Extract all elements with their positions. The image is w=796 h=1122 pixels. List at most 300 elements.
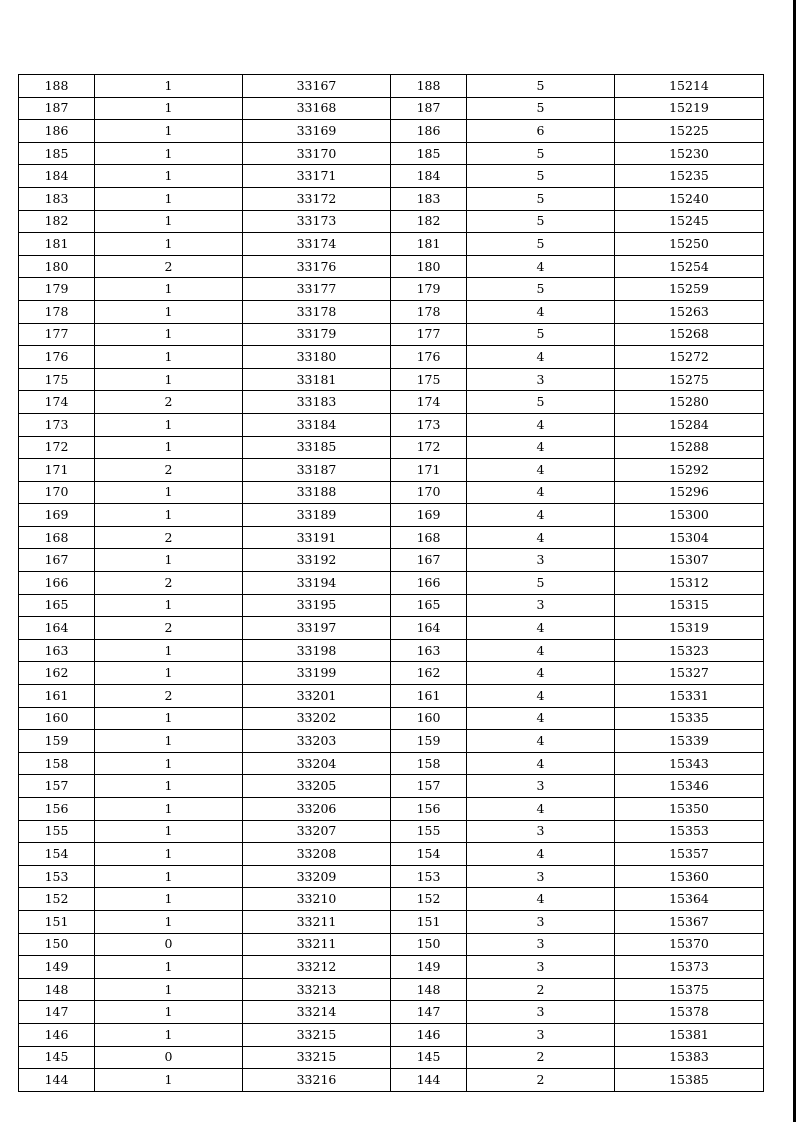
- cell-score-left: 168: [19, 526, 95, 549]
- table-row: [19, 120, 764, 143]
- cell-cumulative-left: 33201: [243, 685, 391, 708]
- cell-count-right: 4: [467, 459, 615, 482]
- cell-score-right: 177: [391, 323, 467, 346]
- cell-count-right: 2: [467, 978, 615, 1001]
- cell-cumulative-right: 15296: [615, 481, 764, 504]
- cell-count-right: 5: [467, 391, 615, 414]
- table-row: [19, 210, 764, 233]
- table-row: [19, 300, 764, 323]
- cell-count-left: 1: [95, 662, 243, 685]
- cell-count-left: 1: [95, 775, 243, 798]
- cell-count-right: 5: [467, 75, 615, 98]
- cell-count-left: 1: [95, 1001, 243, 1024]
- cell-count-left: 1: [95, 820, 243, 843]
- table-row: [19, 617, 764, 640]
- cell-count-left: 1: [95, 910, 243, 933]
- cell-count-right: 4: [467, 752, 615, 775]
- cell-score-left: 188: [19, 75, 95, 98]
- table-row: [19, 459, 764, 482]
- cell-score-left: 161: [19, 685, 95, 708]
- cell-cumulative-right: 15357: [615, 843, 764, 866]
- cell-score-right: 167: [391, 549, 467, 572]
- cell-score-right: 160: [391, 707, 467, 730]
- cell-score-right: 186: [391, 120, 467, 143]
- cell-count-left: 1: [95, 75, 243, 98]
- cell-count-left: 2: [95, 685, 243, 708]
- cell-cumulative-right: 15304: [615, 526, 764, 549]
- cell-score-right: 164: [391, 617, 467, 640]
- cell-count-left: 1: [95, 346, 243, 369]
- cell-count-right: 5: [467, 323, 615, 346]
- cell-score-left: 146: [19, 1023, 95, 1046]
- cell-cumulative-left: 33213: [243, 978, 391, 1001]
- cell-count-left: 1: [95, 865, 243, 888]
- cell-count-left: 2: [95, 572, 243, 595]
- cell-cumulative-right: 15370: [615, 933, 764, 956]
- cell-count-right: 3: [467, 775, 615, 798]
- cell-cumulative-left: 33203: [243, 730, 391, 753]
- table-body: [19, 75, 764, 1092]
- cell-count-right: 4: [467, 798, 615, 821]
- cell-cumulative-right: 15385: [615, 1069, 764, 1092]
- cell-cumulative-left: 33202: [243, 707, 391, 730]
- cell-score-right: 165: [391, 594, 467, 617]
- cell-cumulative-left: 33189: [243, 504, 391, 527]
- cell-count-left: 1: [95, 888, 243, 911]
- cell-count-left: 1: [95, 436, 243, 459]
- cell-count-left: 1: [95, 97, 243, 120]
- table-row: [19, 1069, 764, 1092]
- table-row: [19, 255, 764, 278]
- cell-count-right: 3: [467, 1001, 615, 1024]
- cell-count-left: 1: [95, 278, 243, 301]
- table-row: [19, 526, 764, 549]
- cell-score-right: 159: [391, 730, 467, 753]
- cell-cumulative-left: 33180: [243, 346, 391, 369]
- cell-score-right: 157: [391, 775, 467, 798]
- cell-score-left: 172: [19, 436, 95, 459]
- cell-count-right: 2: [467, 1069, 615, 1092]
- table-row: [19, 730, 764, 753]
- cell-count-right: 3: [467, 549, 615, 572]
- cell-cumulative-right: 15259: [615, 278, 764, 301]
- cell-cumulative-right: 15275: [615, 368, 764, 391]
- cell-cumulative-left: 33188: [243, 481, 391, 504]
- table-row: [19, 662, 764, 685]
- cell-score-right: 173: [391, 413, 467, 436]
- table-row: [19, 978, 764, 1001]
- table-row: [19, 707, 764, 730]
- table-row: [19, 752, 764, 775]
- cell-cumulative-right: 15268: [615, 323, 764, 346]
- cell-score-right: 168: [391, 526, 467, 549]
- table-row: [19, 639, 764, 662]
- cell-count-left: 1: [95, 978, 243, 1001]
- cell-count-right: 4: [467, 436, 615, 459]
- cell-score-right: 182: [391, 210, 467, 233]
- cell-score-right: 180: [391, 255, 467, 278]
- table-row: [19, 391, 764, 414]
- cell-count-right: 4: [467, 300, 615, 323]
- cell-cumulative-left: 33212: [243, 956, 391, 979]
- cell-cumulative-right: 15280: [615, 391, 764, 414]
- cell-score-left: 165: [19, 594, 95, 617]
- cell-cumulative-left: 33199: [243, 662, 391, 685]
- cell-count-right: 3: [467, 594, 615, 617]
- cell-cumulative-right: 15230: [615, 142, 764, 165]
- cell-score-left: 145: [19, 1046, 95, 1069]
- cell-count-left: 1: [95, 323, 243, 346]
- cell-score-right: 187: [391, 97, 467, 120]
- cell-count-right: 5: [467, 187, 615, 210]
- cell-count-left: 2: [95, 459, 243, 482]
- table-row: [19, 75, 764, 98]
- cell-cumulative-left: 33192: [243, 549, 391, 572]
- cell-cumulative-left: 33168: [243, 97, 391, 120]
- table-row: [19, 549, 764, 572]
- cell-score-left: 183: [19, 187, 95, 210]
- cell-cumulative-left: 33181: [243, 368, 391, 391]
- cell-score-right: 146: [391, 1023, 467, 1046]
- cell-count-right: 4: [467, 707, 615, 730]
- cell-count-right: 4: [467, 255, 615, 278]
- cell-cumulative-left: 33215: [243, 1046, 391, 1069]
- cell-score-right: 170: [391, 481, 467, 504]
- cell-score-right: 151: [391, 910, 467, 933]
- cell-count-left: 0: [95, 933, 243, 956]
- cell-count-right: 4: [467, 504, 615, 527]
- cell-count-right: 3: [467, 910, 615, 933]
- cell-cumulative-left: 33195: [243, 594, 391, 617]
- cell-score-right: 162: [391, 662, 467, 685]
- cell-cumulative-left: 33197: [243, 617, 391, 640]
- cell-score-right: 181: [391, 233, 467, 256]
- cell-cumulative-right: 15307: [615, 549, 764, 572]
- cell-score-left: 181: [19, 233, 95, 256]
- cell-count-right: 4: [467, 843, 615, 866]
- cell-cumulative-right: 15383: [615, 1046, 764, 1069]
- cell-cumulative-right: 15373: [615, 956, 764, 979]
- cell-cumulative-right: 15343: [615, 752, 764, 775]
- cell-cumulative-left: 33176: [243, 255, 391, 278]
- cell-score-left: 180: [19, 255, 95, 278]
- cell-cumulative-left: 33198: [243, 639, 391, 662]
- table-row: [19, 97, 764, 120]
- cell-count-right: 4: [467, 730, 615, 753]
- cell-cumulative-left: 33211: [243, 910, 391, 933]
- cell-count-right: 3: [467, 368, 615, 391]
- table-row: [19, 233, 764, 256]
- cell-cumulative-left: 33206: [243, 798, 391, 821]
- cell-cumulative-right: 15323: [615, 639, 764, 662]
- cell-cumulative-right: 15219: [615, 97, 764, 120]
- cell-score-left: 163: [19, 639, 95, 662]
- cell-count-left: 1: [95, 1069, 243, 1092]
- cell-cumulative-right: 15240: [615, 187, 764, 210]
- cell-score-left: 185: [19, 142, 95, 165]
- cell-score-right: 166: [391, 572, 467, 595]
- cell-score-right: 176: [391, 346, 467, 369]
- cell-count-left: 1: [95, 707, 243, 730]
- cell-count-right: 4: [467, 617, 615, 640]
- cell-count-right: 4: [467, 888, 615, 911]
- cell-cumulative-right: 15300: [615, 504, 764, 527]
- cell-cumulative-right: 15339: [615, 730, 764, 753]
- cell-cumulative-left: 33204: [243, 752, 391, 775]
- cell-score-right: 145: [391, 1046, 467, 1069]
- table-row: [19, 933, 764, 956]
- table-row: [19, 775, 764, 798]
- cell-score-right: 172: [391, 436, 467, 459]
- cell-count-right: 5: [467, 97, 615, 120]
- cell-count-right: 3: [467, 956, 615, 979]
- cell-cumulative-right: 15272: [615, 346, 764, 369]
- cell-count-left: 1: [95, 730, 243, 753]
- cell-cumulative-left: 33210: [243, 888, 391, 911]
- cell-cumulative-left: 33172: [243, 187, 391, 210]
- cell-cumulative-left: 33207: [243, 820, 391, 843]
- cell-count-left: 1: [95, 798, 243, 821]
- cell-cumulative-right: 15235: [615, 165, 764, 188]
- cell-score-right: 153: [391, 865, 467, 888]
- cell-score-right: 152: [391, 888, 467, 911]
- cell-score-right: 178: [391, 300, 467, 323]
- cell-cumulative-left: 33205: [243, 775, 391, 798]
- cell-count-right: 4: [467, 526, 615, 549]
- cell-score-left: 162: [19, 662, 95, 685]
- cell-count-right: 2: [467, 1046, 615, 1069]
- cell-count-left: 1: [95, 504, 243, 527]
- cell-score-right: 188: [391, 75, 467, 98]
- cell-score-left: 171: [19, 459, 95, 482]
- cell-cumulative-left: 33183: [243, 391, 391, 414]
- cell-score-left: 151: [19, 910, 95, 933]
- cell-score-left: 177: [19, 323, 95, 346]
- cell-score-right: 184: [391, 165, 467, 188]
- cell-count-right: 5: [467, 210, 615, 233]
- cell-score-right: 149: [391, 956, 467, 979]
- table-row: [19, 323, 764, 346]
- cell-score-right: 148: [391, 978, 467, 1001]
- cell-cumulative-left: 33211: [243, 933, 391, 956]
- cell-score-right: 179: [391, 278, 467, 301]
- table-row: [19, 865, 764, 888]
- cell-score-right: 150: [391, 933, 467, 956]
- table-row: [19, 346, 764, 369]
- cell-cumulative-left: 33170: [243, 142, 391, 165]
- cell-score-left: 179: [19, 278, 95, 301]
- cell-score-left: 186: [19, 120, 95, 143]
- cell-score-right: 185: [391, 142, 467, 165]
- cell-score-left: 154: [19, 843, 95, 866]
- cell-count-left: 2: [95, 617, 243, 640]
- cell-cumulative-right: 15214: [615, 75, 764, 98]
- cell-count-left: 1: [95, 233, 243, 256]
- cell-score-left: 147: [19, 1001, 95, 1024]
- cell-count-left: 0: [95, 1046, 243, 1069]
- table-row: [19, 843, 764, 866]
- cell-count-right: 3: [467, 933, 615, 956]
- cell-score-right: 169: [391, 504, 467, 527]
- cell-count-right: 3: [467, 865, 615, 888]
- cell-count-left: 1: [95, 187, 243, 210]
- cell-count-left: 1: [95, 481, 243, 504]
- cell-cumulative-right: 15319: [615, 617, 764, 640]
- cell-score-right: 161: [391, 685, 467, 708]
- cell-count-right: 5: [467, 165, 615, 188]
- cell-cumulative-left: 33216: [243, 1069, 391, 1092]
- cell-score-left: 182: [19, 210, 95, 233]
- cell-score-right: 174: [391, 391, 467, 414]
- cell-count-right: 5: [467, 572, 615, 595]
- table-row: [19, 572, 764, 595]
- cell-score-left: 174: [19, 391, 95, 414]
- table-row: [19, 1023, 764, 1046]
- cell-score-left: 166: [19, 572, 95, 595]
- cell-count-left: 1: [95, 120, 243, 143]
- cell-cumulative-right: 15284: [615, 413, 764, 436]
- cell-cumulative-right: 15288: [615, 436, 764, 459]
- cell-cumulative-left: 33208: [243, 843, 391, 866]
- cell-count-right: 4: [467, 662, 615, 685]
- table-row: [19, 910, 764, 933]
- table-row: [19, 685, 764, 708]
- cell-count-right: 4: [467, 346, 615, 369]
- cell-cumulative-right: 15378: [615, 1001, 764, 1024]
- cell-score-right: 171: [391, 459, 467, 482]
- cell-cumulative-right: 15254: [615, 255, 764, 278]
- cell-cumulative-right: 15327: [615, 662, 764, 685]
- cell-cumulative-left: 33167: [243, 75, 391, 98]
- cell-score-left: 159: [19, 730, 95, 753]
- cell-count-left: 2: [95, 255, 243, 278]
- cell-cumulative-left: 33209: [243, 865, 391, 888]
- cell-count-left: 1: [95, 210, 243, 233]
- cell-score-left: 152: [19, 888, 95, 911]
- table-row: [19, 594, 764, 617]
- cell-score-left: 155: [19, 820, 95, 843]
- cell-count-left: 2: [95, 391, 243, 414]
- table-row: [19, 1001, 764, 1024]
- cell-cumulative-left: 33184: [243, 413, 391, 436]
- cell-score-right: 163: [391, 639, 467, 662]
- cell-cumulative-right: 15245: [615, 210, 764, 233]
- cell-count-left: 1: [95, 165, 243, 188]
- cell-score-left: 170: [19, 481, 95, 504]
- cell-count-left: 1: [95, 594, 243, 617]
- cell-cumulative-right: 15225: [615, 120, 764, 143]
- cell-count-left: 1: [95, 843, 243, 866]
- cell-score-left: 178: [19, 300, 95, 323]
- cell-count-left: 1: [95, 413, 243, 436]
- cell-cumulative-left: 33187: [243, 459, 391, 482]
- cell-cumulative-left: 33179: [243, 323, 391, 346]
- cell-count-right: 4: [467, 481, 615, 504]
- table-row: [19, 481, 764, 504]
- cell-count-left: 1: [95, 1023, 243, 1046]
- cell-score-left: 156: [19, 798, 95, 821]
- cell-count-left: 2: [95, 526, 243, 549]
- cell-cumulative-left: 33191: [243, 526, 391, 549]
- cell-count-left: 1: [95, 549, 243, 572]
- cell-score-right: 154: [391, 843, 467, 866]
- cell-cumulative-left: 33174: [243, 233, 391, 256]
- cell-score-left: 149: [19, 956, 95, 979]
- cell-count-right: 3: [467, 820, 615, 843]
- cell-cumulative-right: 15360: [615, 865, 764, 888]
- table-row: [19, 504, 764, 527]
- cell-score-right: 175: [391, 368, 467, 391]
- cell-cumulative-right: 15346: [615, 775, 764, 798]
- table-row: [19, 187, 764, 210]
- table-row: [19, 413, 764, 436]
- cell-score-left: 167: [19, 549, 95, 572]
- cell-count-right: 3: [467, 1023, 615, 1046]
- cell-score-left: 187: [19, 97, 95, 120]
- cell-count-left: 1: [95, 956, 243, 979]
- table-row: [19, 798, 764, 821]
- cell-score-left: 157: [19, 775, 95, 798]
- cell-score-right: 147: [391, 1001, 467, 1024]
- cell-count-left: 1: [95, 300, 243, 323]
- cell-score-left: 164: [19, 617, 95, 640]
- cell-cumulative-right: 15375: [615, 978, 764, 1001]
- cell-cumulative-left: 33169: [243, 120, 391, 143]
- cell-count-right: 5: [467, 278, 615, 301]
- cell-score-left: 148: [19, 978, 95, 1001]
- table-row: [19, 888, 764, 911]
- cell-cumulative-right: 15350: [615, 798, 764, 821]
- cell-cumulative-right: 15292: [615, 459, 764, 482]
- cell-count-left: 1: [95, 142, 243, 165]
- cell-count-right: 4: [467, 685, 615, 708]
- cell-score-right: 156: [391, 798, 467, 821]
- table-row: [19, 142, 764, 165]
- cell-score-right: 158: [391, 752, 467, 775]
- cell-count-right: 4: [467, 639, 615, 662]
- table-row: [19, 1046, 764, 1069]
- cell-cumulative-right: 15315: [615, 594, 764, 617]
- cell-cumulative-right: 15312: [615, 572, 764, 595]
- cell-count-left: 1: [95, 368, 243, 391]
- cell-cumulative-left: 33194: [243, 572, 391, 595]
- cell-score-right: 155: [391, 820, 467, 843]
- cell-cumulative-right: 15263: [615, 300, 764, 323]
- cell-cumulative-right: 15335: [615, 707, 764, 730]
- cell-count-right: 5: [467, 233, 615, 256]
- cell-score-left: 169: [19, 504, 95, 527]
- cell-score-left: 184: [19, 165, 95, 188]
- cell-score-left: 144: [19, 1069, 95, 1092]
- cell-cumulative-left: 33215: [243, 1023, 391, 1046]
- cell-count-left: 1: [95, 639, 243, 662]
- table-row: [19, 956, 764, 979]
- cell-count-right: 4: [467, 413, 615, 436]
- cell-cumulative-left: 33171: [243, 165, 391, 188]
- cell-score-left: 175: [19, 368, 95, 391]
- cell-score-right: 144: [391, 1069, 467, 1092]
- cell-cumulative-left: 33177: [243, 278, 391, 301]
- cell-score-left: 153: [19, 865, 95, 888]
- cell-cumulative-right: 15367: [615, 910, 764, 933]
- cell-score-left: 160: [19, 707, 95, 730]
- table-row: [19, 436, 764, 459]
- cell-cumulative-left: 33185: [243, 436, 391, 459]
- cell-score-right: 183: [391, 187, 467, 210]
- table-row: [19, 368, 764, 391]
- cell-count-left: 1: [95, 752, 243, 775]
- cell-cumulative-right: 15331: [615, 685, 764, 708]
